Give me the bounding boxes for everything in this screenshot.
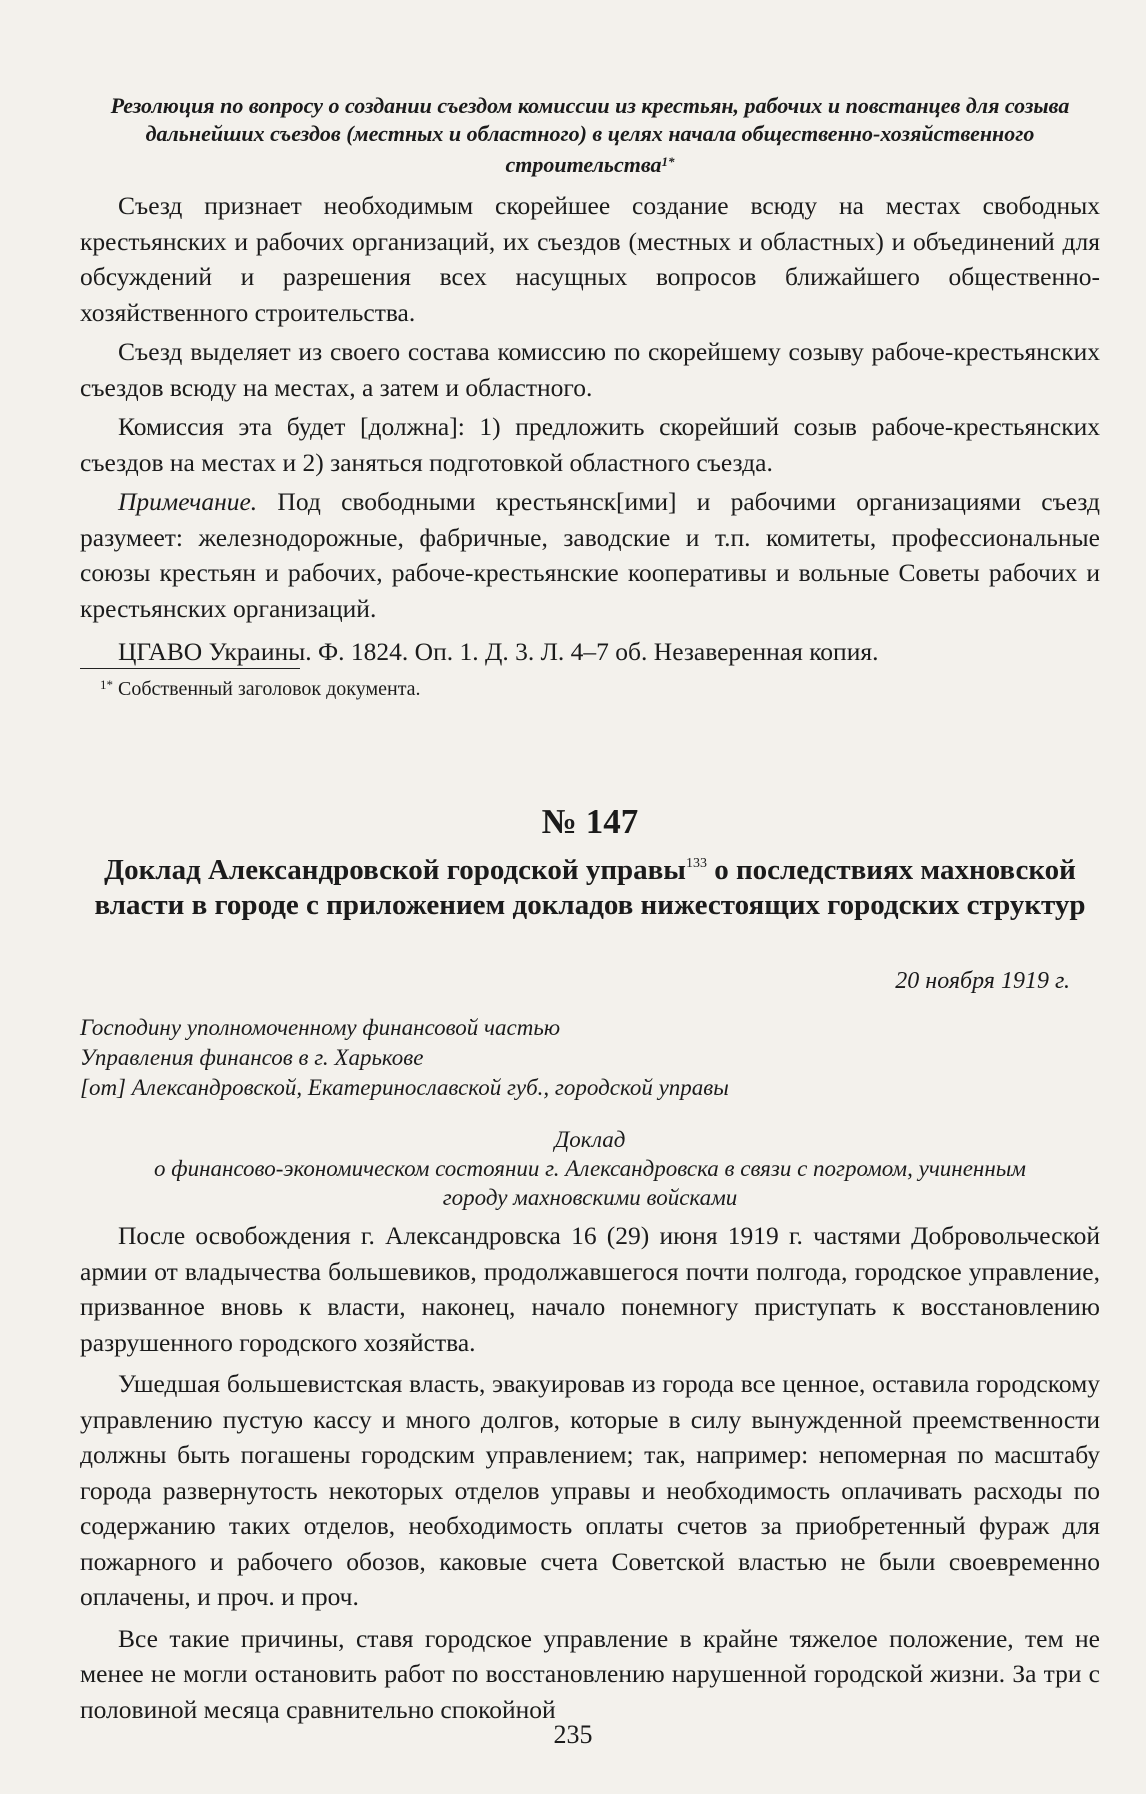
report-paragraph-2: Ушедшая большевистская власть, эвакуировав из города все ценное, оставила городскому управлению пустую кассу и много долгов, которые в силу вынужденной преемственности должны быть погашены городским управлением; так, например: непомерная по масштабу города развернутость некоторых отделов управы и необходимость оплачивать расходы по содержанию таких отделов, необходимость оплаты счетов за приобретенный фураж для пожарного и рабочего обозов, каковые счета Советской властью не были своевременно оплачены, и проч. и проч.	[80, 1369, 1100, 1611]
resolution-heading: Резолюция по вопросу о создании съездом комиссии из крестьян, рабочих и повстанцев для созыва дальнейших съездов (местных и областного) в целях начала общественно-хозяйственного строительства$^{1*}$	[110, 93, 1070, 177]
resolution-paragraph-3: Комиссия эта будет [должна]: 1) предложить скорейший созыв рабоче-крестьянских съездов на местах и 2) заняться подготовкой областного съезда.	[80, 412, 1100, 477]
document-number: № 147	[541, 802, 639, 841]
note-text: Под свободными крестьянск[ими] и рабочими организациями съезд разумеет: железнодорожные, фабричные, заводские и т.п. комитеты, профессиональные союзы крестьян и рабочих, рабоче-крестьянские кооперативы и вольные Советы рабочих и крестьянских организаций.	[80, 487, 1100, 623]
document-date: 20 ноября 1919 г.	[895, 968, 1070, 994]
report-body	[80, 1218, 1100, 1727]
footnote	[80, 672, 1100, 702]
report-paragraph-3: Все такие причины, ставя городское управление в крайне тяжелое положение, тем не менее не могли остановить работ по восстановлению нарушенной городской жизни. За три с половиной месяца сравнительно спокойной	[80, 1623, 1100, 1724]
resolution-paragraph-2: Съезд выделяет из своего состава комиссию по скорейшему созыву рабоче-крестьянских съездов всюду на местах, а затем и областного.	[80, 337, 1100, 402]
resolution-paragraph-1: Съезд признает необходимым скорейшее создание всюду на местах свободных крестьянских и рабочих организаций, их съездов (местных и областных) и объединений для обсуждений и разрешения всех насущных вопросов ближайшего общественно-хозяйственного строительства.	[80, 191, 1100, 327]
address-line-1: Господину уполномоченному финансовой частью	[80, 1015, 561, 1040]
report-paragraph-1: После освобождения г. Александровска 16 (29) июня 1919 г. частями Добровольческой армии от владычества большевиков, продолжавшегося почти полгода, городское управление, призванное вновь к власти, наконец, начало понемногу приступать к восстановлению разрушенного городского хозяйства.	[80, 1221, 1100, 1357]
resolution-body	[80, 188, 1100, 670]
footnote-rule	[80, 668, 300, 669]
report-subtitle: о финансово-экономическом состоянии г. Александровска в связи с погромом, учиненным городу махновскими войсками	[154, 1156, 1026, 1210]
address-line-2: Управления финансов в г. Харькове	[80, 1045, 424, 1070]
report-label: Доклад	[554, 1127, 626, 1152]
page-number: 235	[553, 1720, 593, 1749]
title-endnote-ref: 133	[685, 856, 707, 871]
footnote-text: Собственный заголовок документа.	[113, 678, 421, 700]
addressee-block	[80, 1013, 1100, 1103]
document-page	[40, 0, 1106, 1794]
footnote-mark: 1*	[100, 677, 113, 692]
document-title: Доклад Александровской городской управы$^{133}$ о последствиях махновской власти в городе с приложением докладов нижестоящих городских структур	[94, 854, 1086, 921]
resolution-heading-footnote-mark: 1*	[661, 154, 675, 169]
address-line-3: [от] Александровской, Екатеринославской губ., городской управы	[80, 1075, 729, 1100]
archive-reference: ЦГАВО Украины. Ф. 1824. Оп. 1. Д. 3. Л. 4–7 об. Незаверенная копия.	[118, 637, 879, 666]
report-heading	[80, 1125, 1100, 1212]
note-label: Примечание.	[118, 487, 258, 516]
resolution-note	[80, 484, 1100, 626]
